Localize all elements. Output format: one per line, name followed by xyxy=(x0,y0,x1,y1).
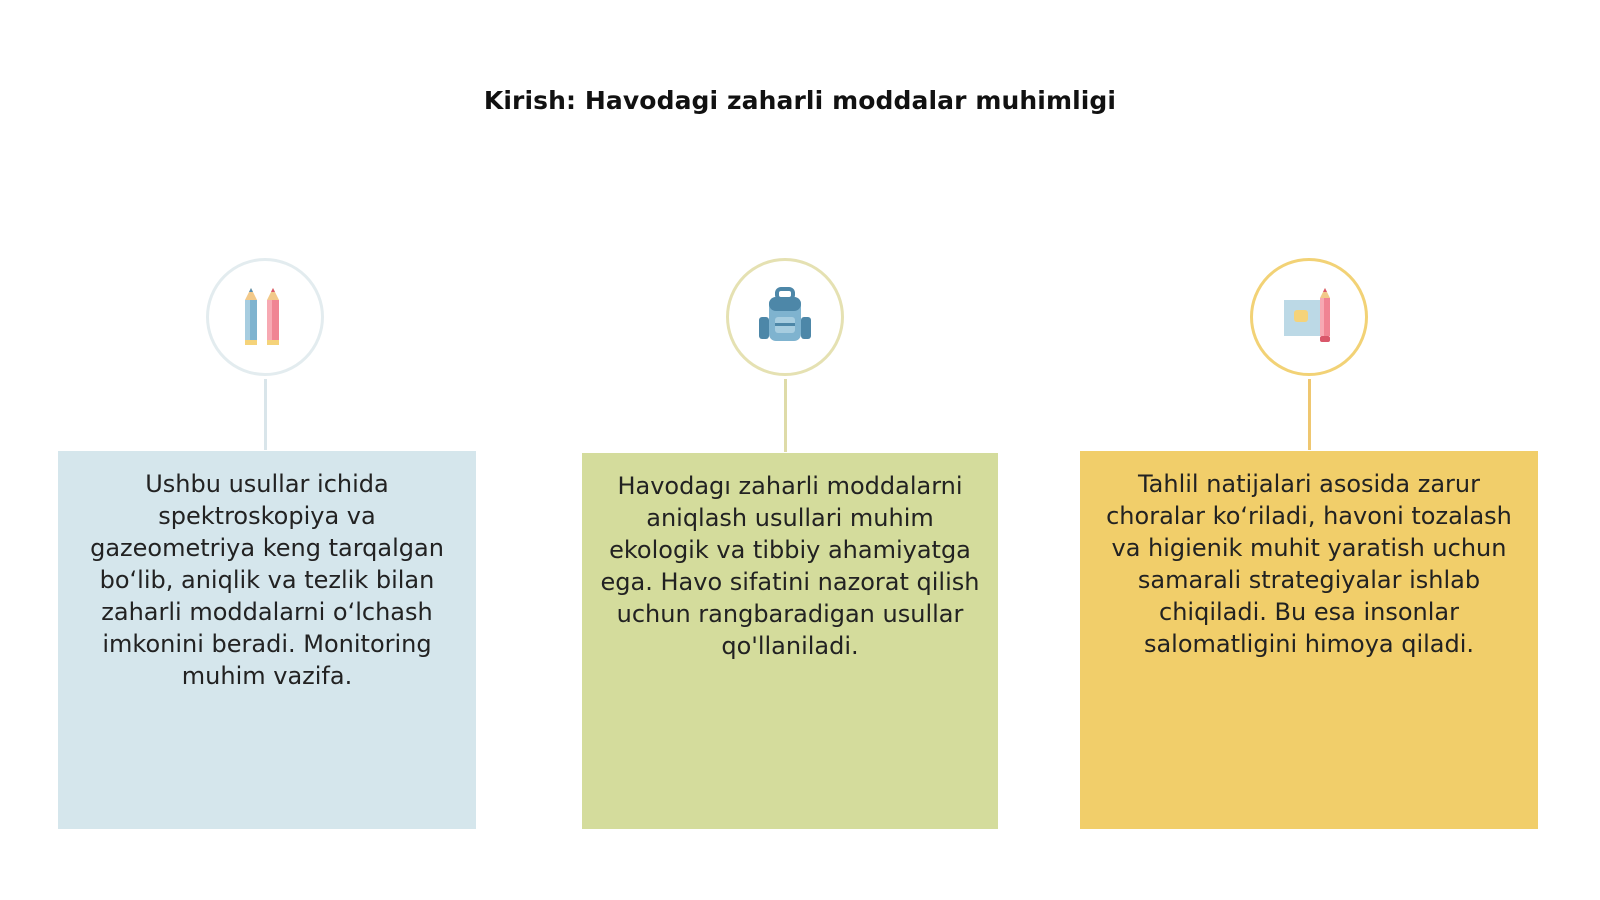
connector-line-3 xyxy=(1308,379,1311,450)
icon-circle-2 xyxy=(726,258,844,376)
info-card-1 xyxy=(58,451,476,829)
info-card-3 xyxy=(1080,451,1538,829)
paper-and-pencil-icon xyxy=(1278,286,1340,348)
icon-circle-1 xyxy=(206,258,324,376)
connector-line-2 xyxy=(784,379,787,452)
info-card-3-text: Tahlil natijalari asosida zarur choralar ko‘riladi, havoni tozalash va higienik muhit yaratish uchun samarali strategiyalar ishlab chiqiladi. Bu esa insonlar salomatligini himoya qiladi. xyxy=(1106,470,1512,658)
pencils-icon xyxy=(237,286,293,348)
backpack-icon xyxy=(755,287,815,347)
icon-circle-3 xyxy=(1250,258,1368,376)
info-card-2 xyxy=(582,453,998,829)
info-card-1-text: Ushbu usullar ichida spektroskopiya va gazeometriya keng tarqalgan bo‘lib, aniqlik va tezlik bilan zaharli moddalarni o‘lchash imkonini beradi. Monitoring muhim vazifa. xyxy=(90,470,444,690)
connector-line-1 xyxy=(264,379,267,450)
page-title: Kirish: Havodagi zaharli moddalar muhimligi xyxy=(483,86,1117,115)
info-card-2-text: Havodagı zaharli moddalarni aniqlash usullari muhim ekologik va tibbiy ahamiyatga ega. Havo sifatini nazorat qilish uchun rangbaradigan usullar qo'llaniladi. xyxy=(600,472,980,660)
